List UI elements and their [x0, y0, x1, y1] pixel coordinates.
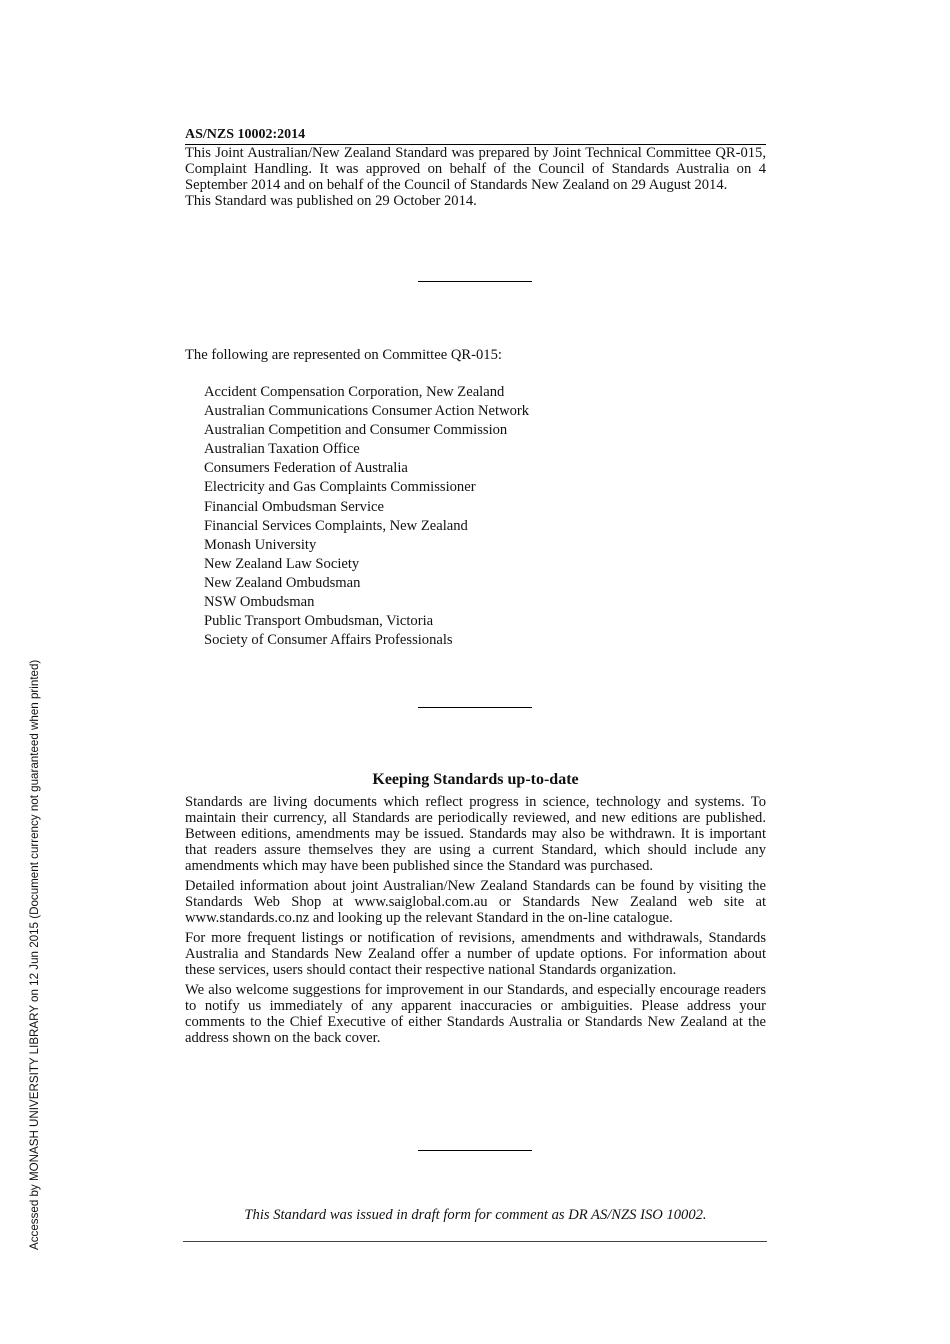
- keeping-standards-body: [185, 794, 766, 1050]
- access-watermark: Accessed by MONASH UNIVERSITY LIBRARY on 12 Jun 2015 (Document currency not guaranteed when printed): [28, 659, 41, 1250]
- prepared-text: This Joint Australian/New Zealand Standard was prepared by Joint Technical Committee QR-015, Complaint Handling. It was approved on behalf of the Council of Standards Australia on 4 September 2014 and on behalf of the Council of Standards New Zealand on 29 August 2014.: [185, 145, 766, 193]
- list-item: New Zealand Law Society: [204, 555, 360, 572]
- list-item: Public Transport Ombudsman, Victoria: [204, 613, 434, 630]
- preparation-statement: [185, 145, 766, 209]
- footer-rule: [183, 1241, 767, 1242]
- committee-intro: The following are represented on Committee QR-015:: [185, 347, 502, 363]
- list-item: Consumers Federation of Australia: [204, 460, 408, 477]
- draft-note: This Standard was issued in draft form for comment as DR AS/NZS ISO 10002.: [244, 1207, 707, 1223]
- list-item: Financial Services Complaints, New Zealand: [204, 517, 468, 534]
- committee-member-list: [204, 383, 529, 650]
- paragraph: We also welcome suggestions for improvement in our Standards, and especially encourage readers to notify us immediately of any apparent inaccuracies or ambiguities. Please address your comments to the Chief Executive of either Standards Australia or Standards New Zealand at the address shown on the back cover.: [185, 982, 766, 1046]
- list-item: Financial Ombudsman Service: [204, 498, 384, 515]
- list-item: New Zealand Ombudsman: [204, 574, 361, 591]
- section-divider: [418, 1150, 532, 1151]
- published-text: This Standard was published on 29 October 2014.: [185, 193, 477, 209]
- list-item: Monash University: [204, 536, 317, 553]
- list-item: Australian Taxation Office: [204, 441, 360, 458]
- list-item: Australian Competition and Consumer Commission: [204, 422, 508, 439]
- list-item: Accident Compensation Corporation, New Zealand: [204, 384, 505, 400]
- list-item: Australian Communications Consumer Action Network: [204, 403, 530, 420]
- section-divider: [418, 707, 532, 708]
- paragraph: Detailed information about joint Australian/New Zealand Standards can be found by visiting the Standards Web Shop at www.saiglobal.com.au or Standards New Zealand web site at www.standards.co.nz and looking up the relevant Standard in the on-line catalogue.: [185, 878, 766, 926]
- paragraph: For more frequent listings or notification of revisions, amendments and withdrawals, Standards Australia and Standards New Zealand offer a number of update options. For information about these services, users should contact their respective national Standards organization.: [185, 930, 766, 978]
- standard-code: AS/NZS 10002:2014: [185, 127, 306, 142]
- list-item: Electricity and Gas Complaints Commissioner: [204, 479, 476, 496]
- list-item: Society of Consumer Affairs Professionals: [204, 632, 453, 649]
- section-heading: Keeping Standards up-to-date: [372, 771, 579, 788]
- paragraph: Standards are living documents which reflect progress in science, technology and systems. To maintain their currency, all Standards are periodically reviewed, and new editions are published. Between editions, amendments may be issued. Standards may also be withdrawn. It is important that readers assure themselves they are using a current Standard, which should include any amendments which may have been published since the Standard was purchased.: [185, 794, 766, 874]
- section-divider: [418, 281, 532, 282]
- list-item: NSW Ombudsman: [204, 594, 315, 611]
